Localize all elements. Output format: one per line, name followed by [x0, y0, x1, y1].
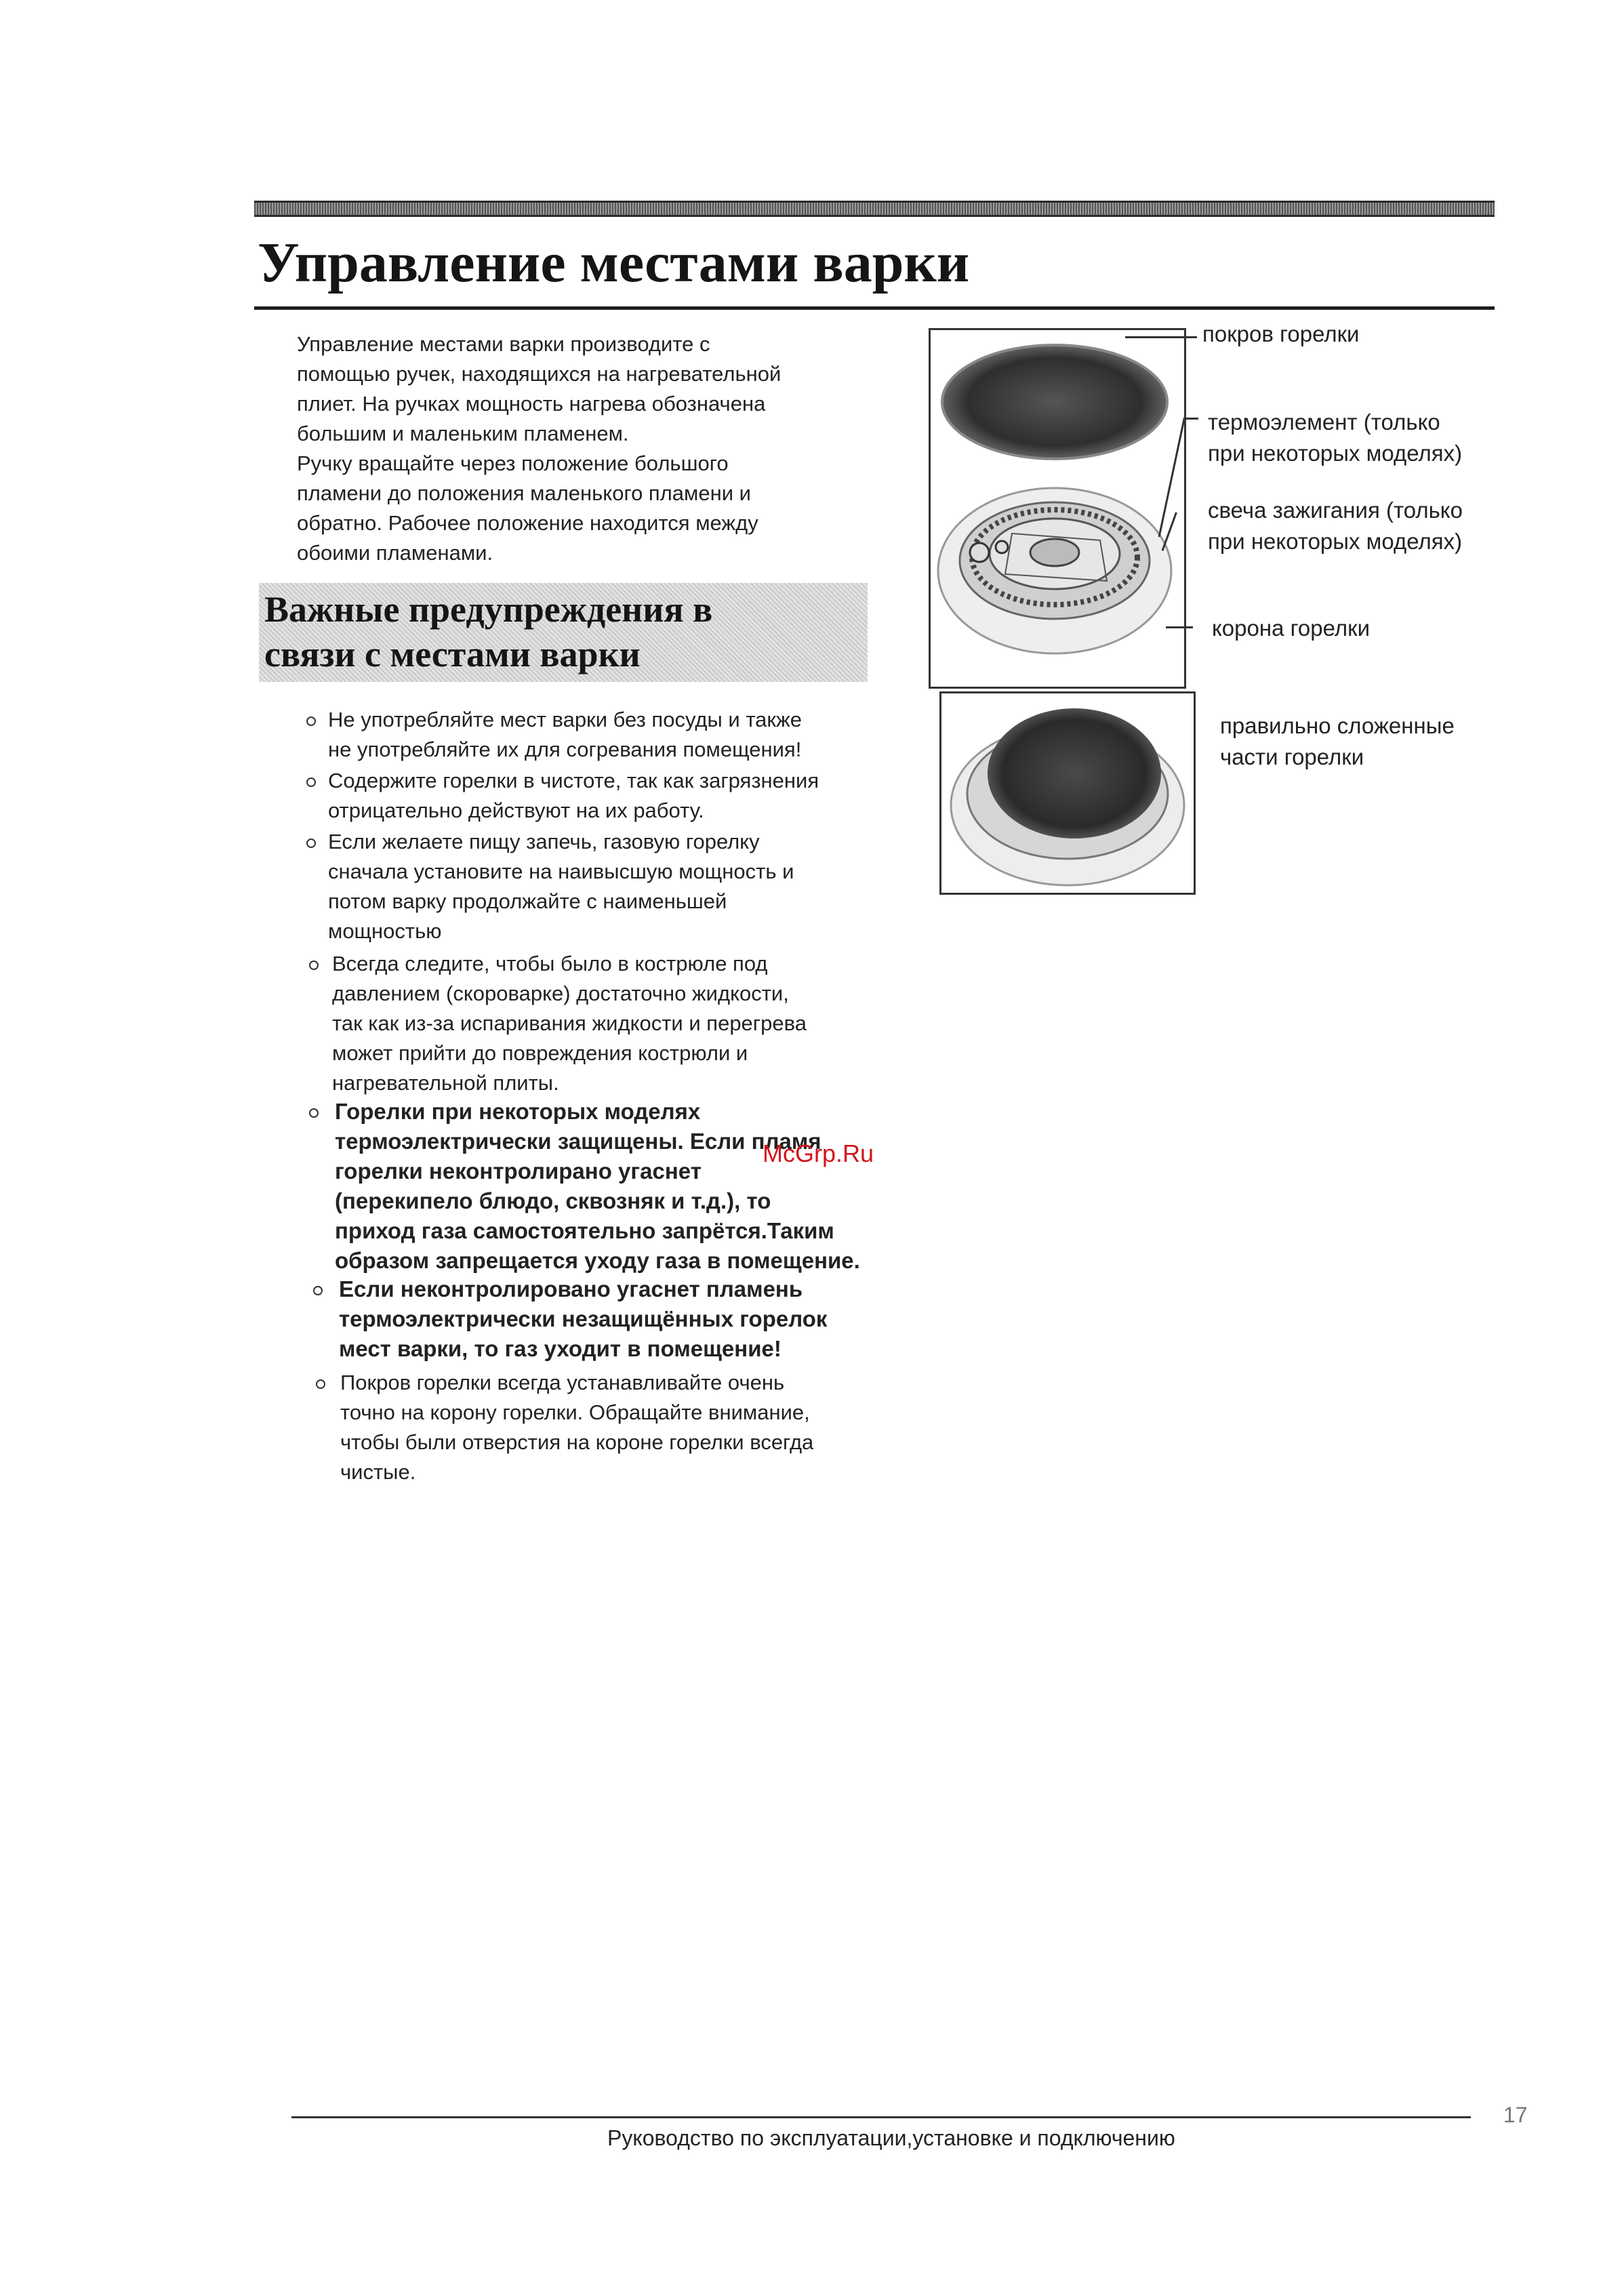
callout-spark: свеча зажигания (только при некоторых моделях) [1208, 498, 1463, 554]
bullet-icon [306, 777, 316, 787]
callout-line-crown [1166, 626, 1193, 628]
bullet-icon [313, 1286, 323, 1295]
callout-assembled: правильно сложенные части горелки [1220, 713, 1455, 769]
callout-crown: корона горелки [1212, 615, 1371, 641]
burner-parts-icon [931, 330, 1184, 687]
footer-rule [291, 2116, 1471, 2118]
callout-cap: покров горелки [1202, 321, 1360, 346]
callout-line-thermo [1183, 418, 1198, 420]
warnings-title: Важные предупреждения в связи с местами варки [264, 589, 713, 674]
page-number: 17 [1503, 2103, 1528, 2127]
watermark: McGrp.Ru [763, 1139, 874, 1167]
footer-text: Руководство по эксплуатации,установке и подключению [607, 2126, 1175, 2150]
title-top-bar [254, 201, 1495, 217]
bullet-icon [316, 1379, 325, 1389]
title-rule [254, 306, 1495, 310]
page-title: Управление местами варки [258, 231, 970, 294]
bullet-icon [306, 716, 316, 726]
bullet-icon [309, 961, 319, 970]
callout-thermo: термоэлемент (только при некоторых моделях) [1208, 409, 1463, 466]
assembled-burner-icon [941, 693, 1194, 893]
bullet-icon [309, 1108, 319, 1118]
callout-line-cap [1125, 336, 1173, 338]
callout-line-cap [1173, 336, 1197, 338]
burner-parts-figure [929, 328, 1186, 689]
bullet-icon [306, 839, 316, 848]
assembled-burner-figure [939, 691, 1196, 895]
intro-paragraph: Управление местами варки производите с помощью ручек, находящихся на нагревательной плиет. На ручках мощность нагрева обозначена большим и маленьким пламенем. Ручку вращайте через положение большого пламени до положения маленького пламени и обратно. Рабочее положение находится между обоими пламенами. [297, 332, 781, 565]
